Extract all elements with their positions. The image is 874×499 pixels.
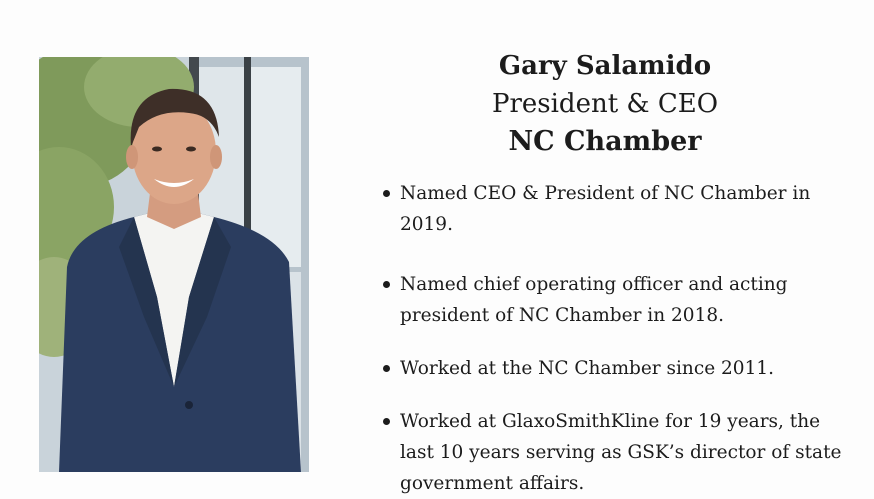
bullet-icon [383,190,390,197]
bio-bullet-text: Worked at GlaxoSmithKline for 19 years, the last 10 years serving as GSK’s director of state government affairs. [400,411,842,494]
bio-bullet [380,353,858,384]
profile-header [440,48,770,160]
bio-bullet-text: Named chief operating officer and acting president of NC Chamber in 2018. [400,274,788,326]
bio-bullet-list [380,178,858,499]
person-title: President & CEO [491,89,719,119]
bullet-icon [383,365,390,372]
bio-bullet-text: Worked at the NC Chamber since 2011. [400,358,775,379]
bio-bullet [380,269,858,331]
organization-name: NC Chamber [508,126,702,157]
bullet-icon [383,418,390,425]
bio-bullet-text: Named CEO & President of NC Chamber in 2019. [400,183,811,235]
bio-bullet [380,178,858,240]
bullet-icon [383,281,390,288]
portrait-photo [39,57,309,472]
bio-bullet [380,406,858,499]
person-name: Gary Salamido [498,51,712,81]
